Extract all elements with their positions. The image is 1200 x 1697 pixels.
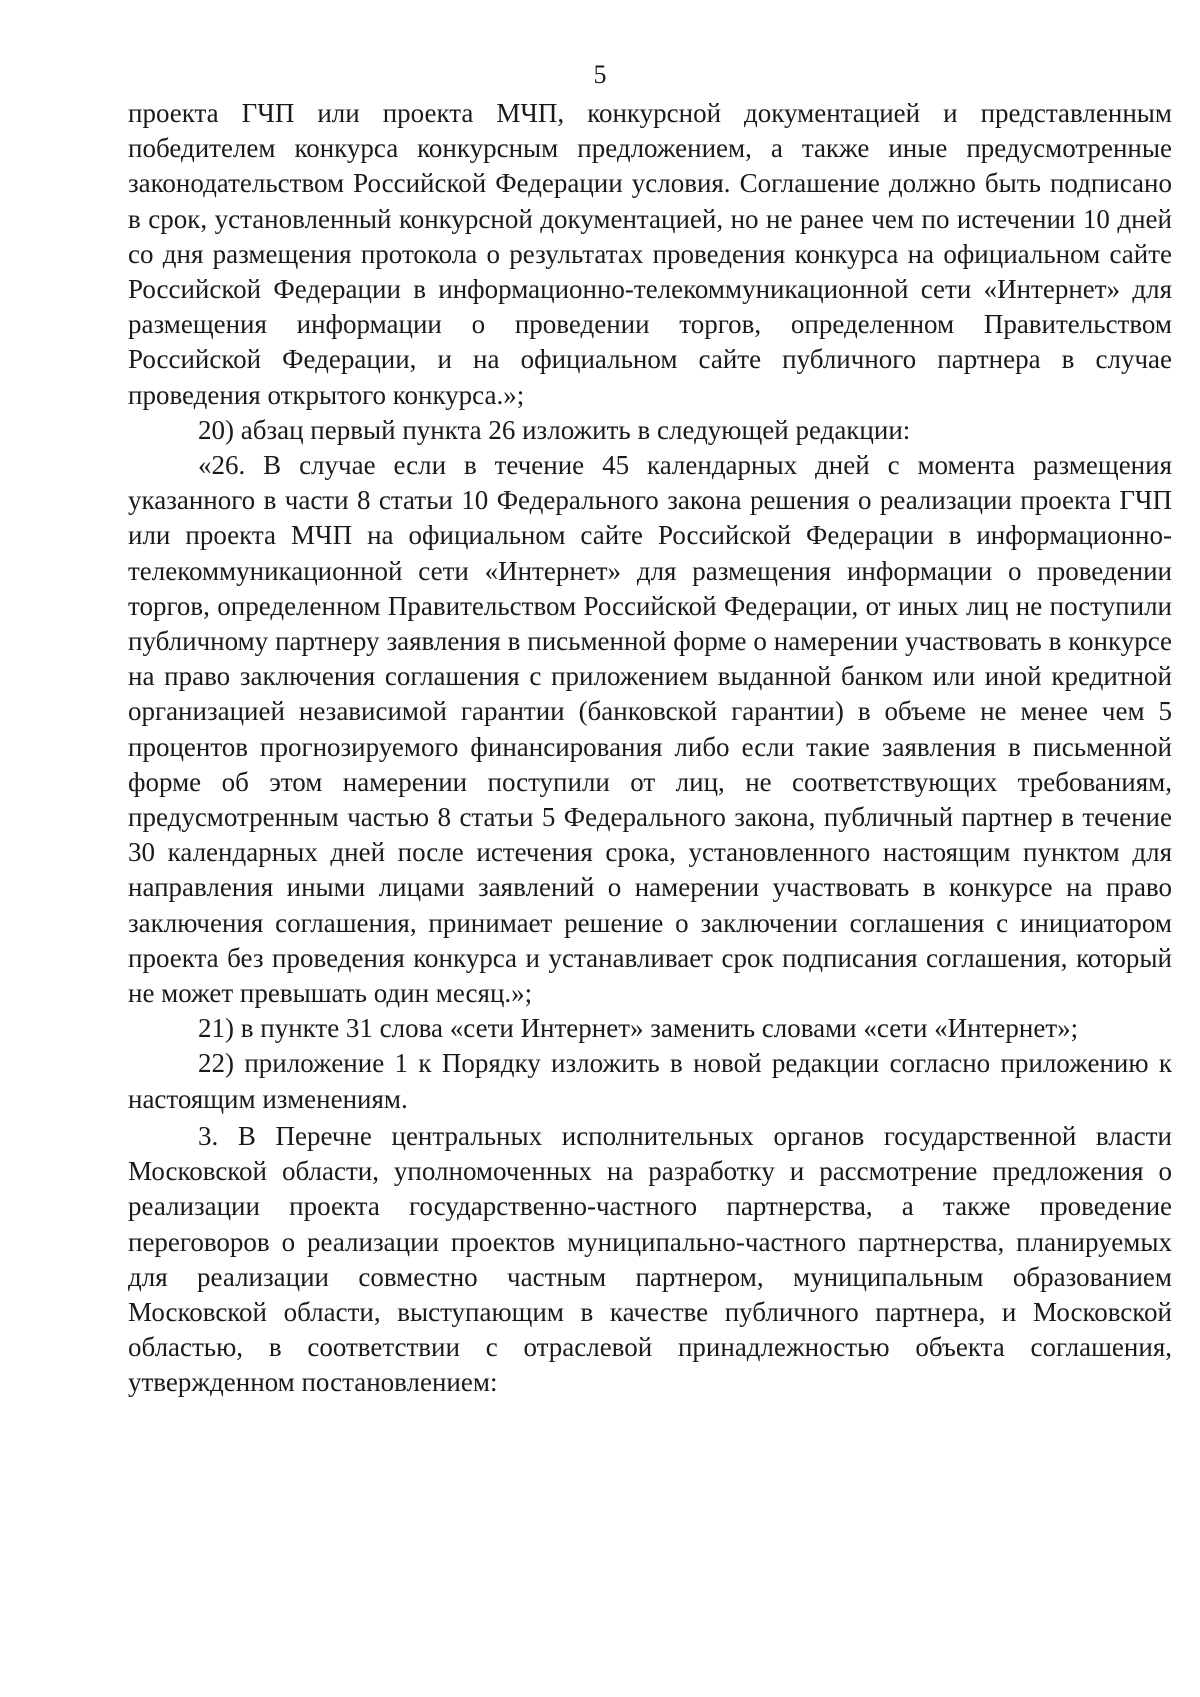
- paragraph-item-22: 22) приложение 1 к Порядку изложить в новой редакции согласно приложению к настоящим изменениям.: [128, 1048, 1172, 1114]
- paragraph-item-21: 21) в пункте 31 слова «сети Интернет» заменить словами «сети «Интернет»;: [198, 1013, 1079, 1044]
- document-body: [128, 96, 1172, 1401]
- paragraph-continuation: проекта ГЧП или проекта МЧП, конкурсной документацией и представленным победителем конкурса конкурсным предложением, а также иные предусмотренные законодательством Российской Федерации условия. Соглашение должно быть подписано в срок, установленный конкурсной документацией, но не ранее чем по истечении 10 дней со дня размещения протокола о результатах проведения конкурса на официальном сайте Российской Федерации в информационно-телекоммуникационной сети «Интернет» для размещения информации о проведении торгов, определенном Правительством Российской Федерации, и на официальном сайте публичного партнера в случае проведения открытого конкурса.»;: [128, 98, 1172, 410]
- paragraph-section-3: 3. В Перечне центральных исполнительных органов государственной власти Московской области, уполномоченных на разработку и рассмотрение предложения о реализации проекта государственно-частного партнерства, а также проведение переговоров о реализации проектов муниципально-частного партнерства, планируемых для реализации совместно частным партнером, муниципальным образованием Московской области, выступающим в качестве публичного партнера, и Московской областью, в соответствии с отраслевой принадлежностью объекта соглашения, утвержденном постановлением:: [128, 1120, 1172, 1398]
- page-number: 5: [593, 60, 607, 89]
- paragraph-clause-26: «26. В случае если в течение 45 календарных дней с момента размещения указанного в части 8 статьи 10 Федерального закона решения о реализации проекта ГЧП или проекта МЧП на официальном сайте Российской Федерации в информационно-телекоммуникационной сети «Интернет» для размещения информации о проведении торгов, определенном Правительством Российской Федерации, от иных лиц не поступили публичному партнеру заявления в письменной форме о намерении участвовать в конкурсе на право заключения соглашения с приложением выданной банком или иной кредитной организацией независимой гарантии (банковской гарантии) в объеме не менее чем 5 процентов прогнозируемого финансирования либо если такие заявления в письменной форме об этом намерении поступили от лиц, не соответствующих требованиям, предусмотренным частью 8 статьи 5 Федерального закона, публичный партнер в течение 30 календарных дней после истечения срока, установленного настоящим пунктом для направления иными лицами заявлений о намерении участвовать в конкурсе на право заключения соглашения, принимает решение о заключении соглашения с инициатором проекта без проведения конкурса и устанавливает срок подписания соглашения, который не может превышать один месяц.»;: [128, 450, 1172, 1009]
- paragraph-item-20: 20) абзац первый пункта 26 изложить в следующей редакции:: [198, 414, 911, 445]
